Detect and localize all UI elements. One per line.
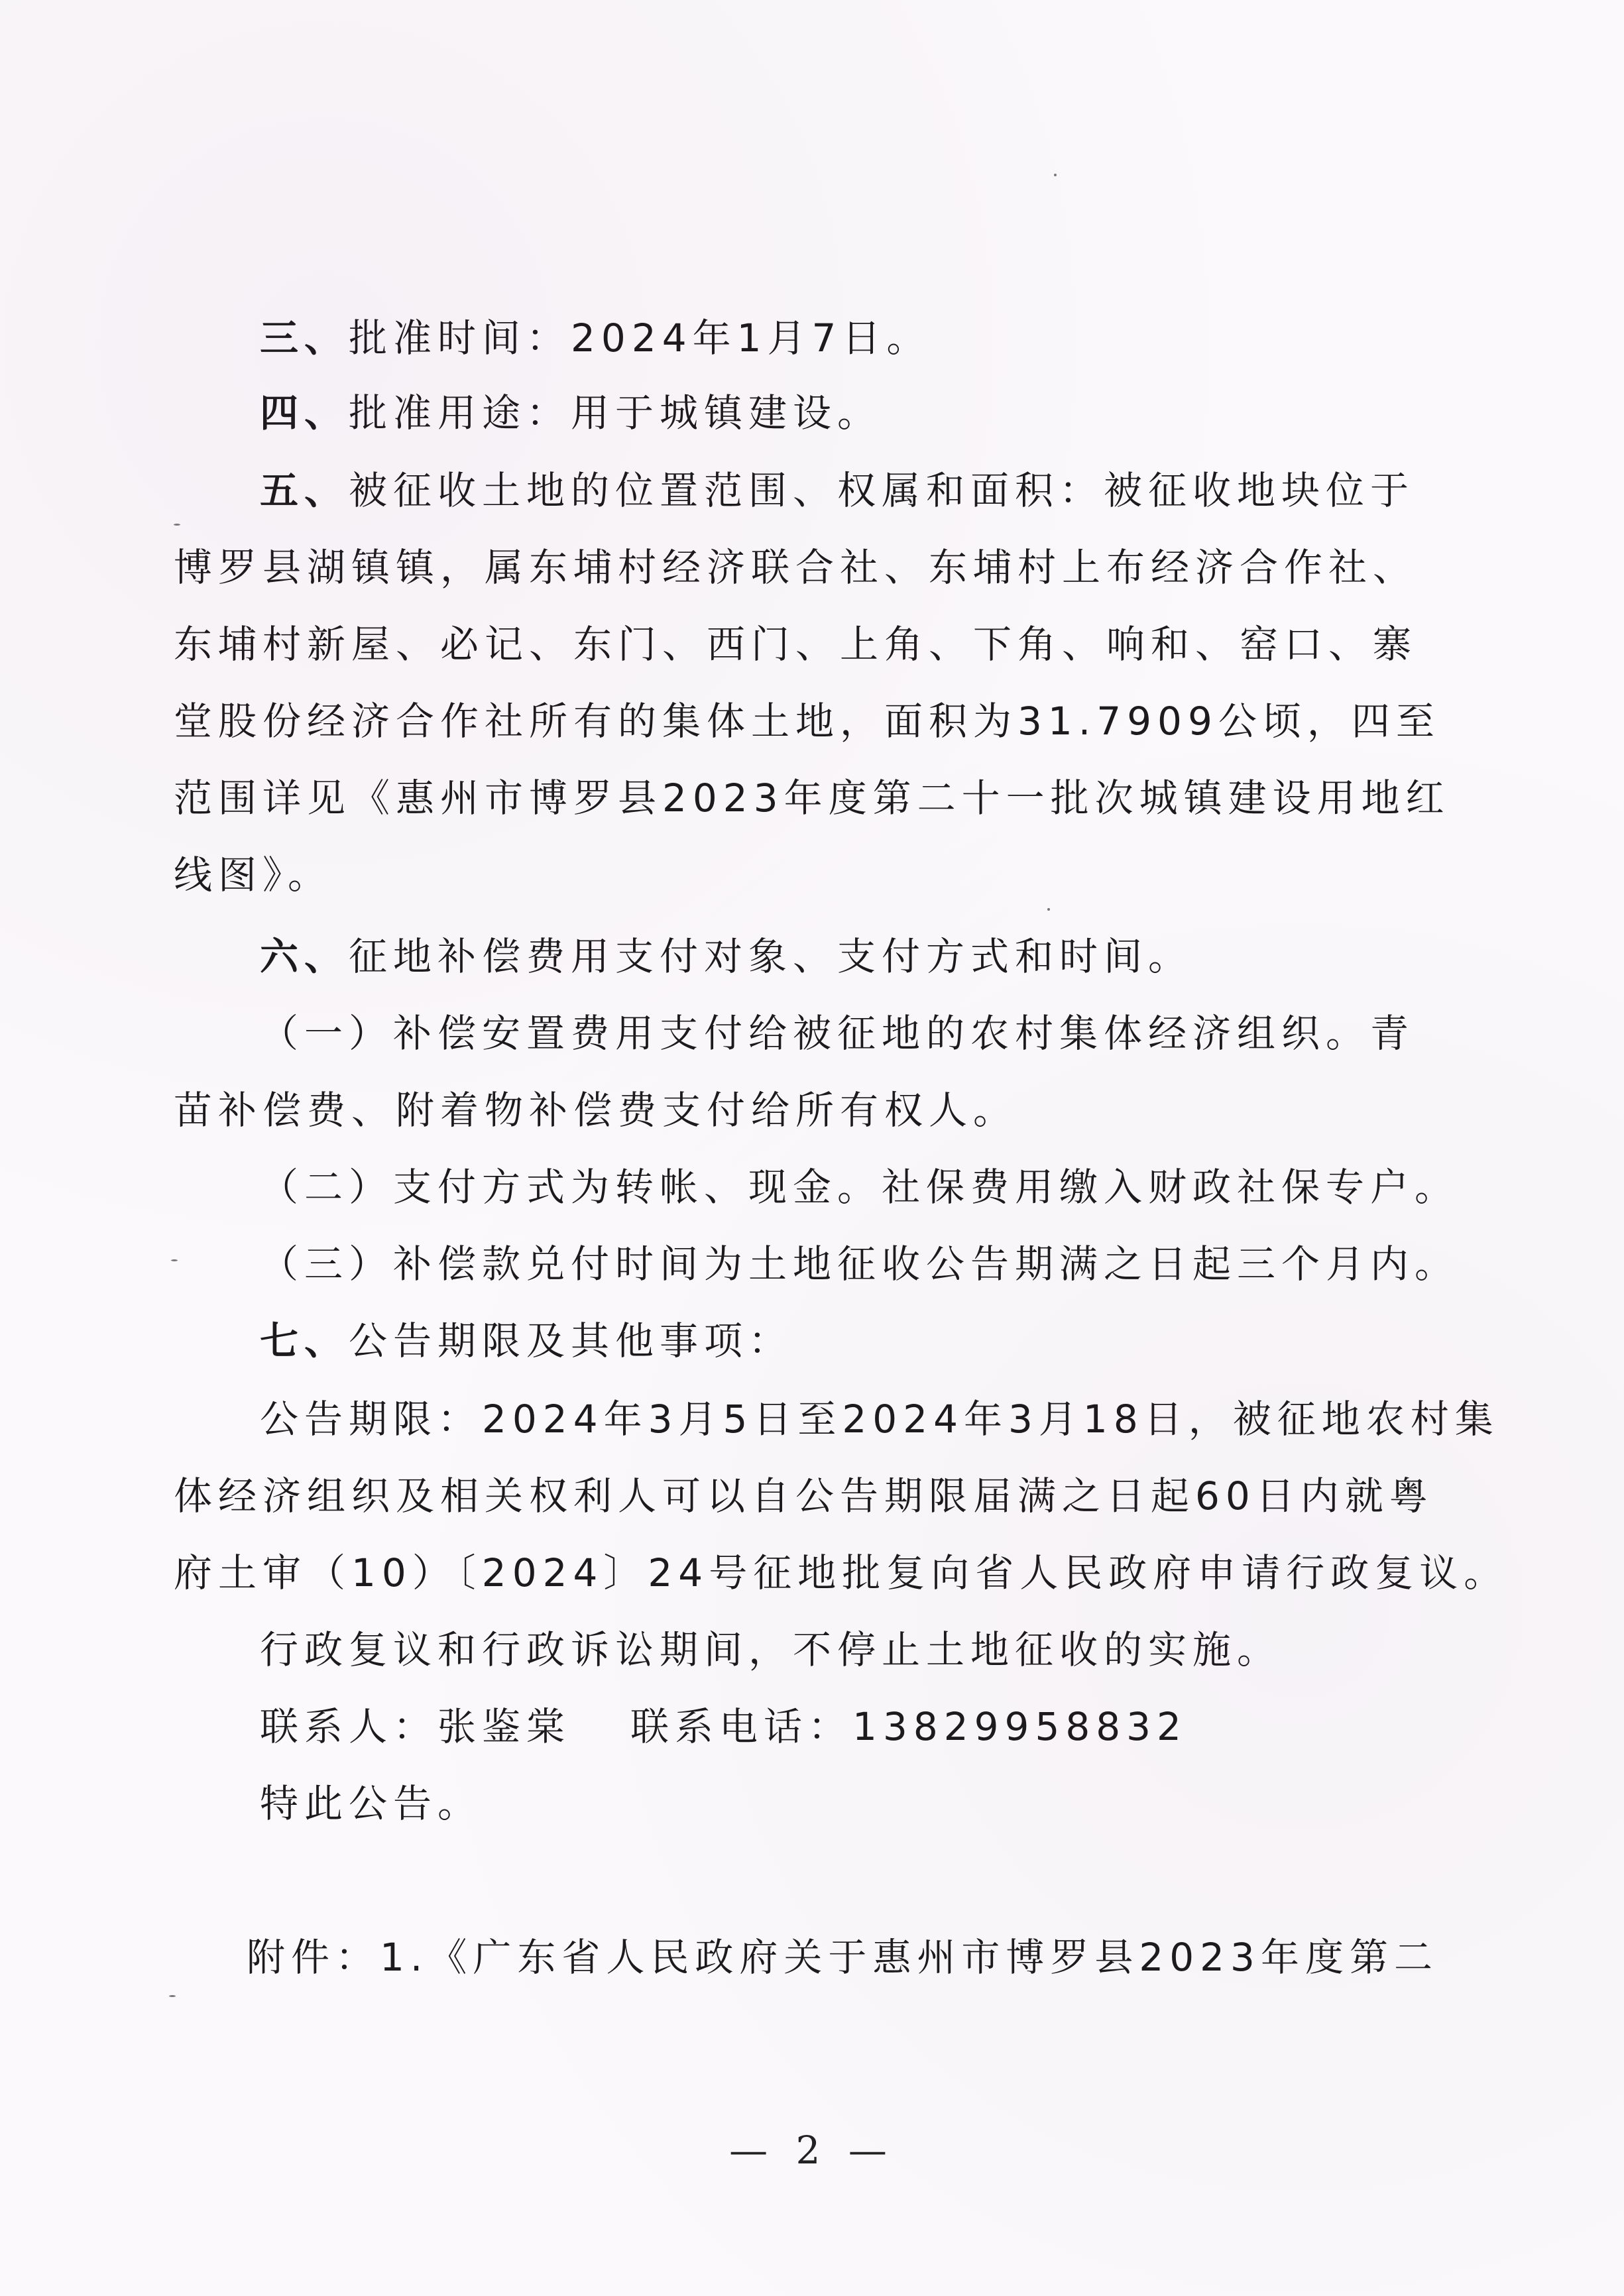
compensation-item-1-line-1: （一）补偿安置费用支付给被征地的农村集体经济组织。青 [260, 1011, 1415, 1056]
section-notice-period [260, 1314, 1519, 1367]
contact-phone: 13829958832 [852, 1704, 1187, 1749]
contact-person-label: 联系人： [260, 1704, 438, 1749]
section-approval-purpose [260, 386, 1519, 439]
section-heading: 六、 [260, 934, 349, 979]
section-text: 公告期限及其他事项： [349, 1318, 793, 1363]
notice-period-line-3: 府土审（10）〔2024〕24号征地批复向省人民政府申请行政复议。 [174, 1550, 1509, 1595]
compensation-item-2: （二）支付方式为转帐、现金。社保费用缴入财政社保专户。 [260, 1165, 1460, 1210]
attachment-line: 附件：1.《广东省人民政府关于惠州市博罗县2023年度第二 [247, 1935, 1438, 1980]
scan-speck [171, 1259, 178, 1261]
contact-person: 张鉴棠 [437, 1704, 571, 1749]
section-land-scope-line-2: 博罗县湖镇镇，属东埔村经济联合社、东埔村上布经济合作社、 [174, 545, 1418, 590]
section-land-scope-line-1 [260, 464, 1519, 517]
page-number: — 2 — [729, 2128, 895, 2173]
section-text: 批准用途：用于城镇建设。 [349, 390, 882, 435]
notice-period-line-2: 体经济组织及相关权利人可以自公告期限届满之日起60日内就粤 [174, 1473, 1434, 1519]
section-land-scope-line-4: 堂股份经济合作社所有的集体土地，面积为31.7909公顷，四至 [174, 699, 1440, 744]
scan-speck [1054, 174, 1057, 176]
section-heading: 七、 [260, 1318, 349, 1363]
section-heading: 四、 [260, 390, 349, 435]
section-land-scope-line-6: 线图》。 [174, 852, 333, 897]
contact-phone-label: 联系电话： [630, 1704, 853, 1749]
contact-info [260, 1700, 1519, 1753]
review-note: 行政复议和行政诉讼期间，不停止土地征收的实施。 [260, 1627, 1282, 1672]
section-heading: 五、 [260, 468, 349, 513]
scan-speck [174, 524, 180, 526]
section-approval-time [260, 312, 1519, 365]
scan-speck [1047, 908, 1050, 911]
notice-period-line-1: 公告期限：2024年3月5日至2024年3月18日，被征地农村集 [260, 1397, 1499, 1442]
compensation-item-1-line-2: 苗补偿费、附着物补偿费支付给所有权人。 [174, 1088, 1018, 1133]
compensation-item-3: （三）补偿款兑付时间为土地征收公告期满之日起三个月内。 [260, 1241, 1460, 1287]
scan-speck [169, 1995, 176, 1997]
closing-statement: 特此公告。 [260, 1781, 483, 1826]
section-heading: 三、 [260, 316, 349, 361]
section-text: 被征收土地的位置范围、权属和面积：被征收地块位于 [349, 468, 1415, 513]
section-land-scope-line-3: 东埔村新屋、必记、东门、西门、上角、下角、响和、窑口、寨 [174, 622, 1418, 667]
section-text: 批准时间：2024年1月7日。 [349, 316, 931, 361]
section-compensation [260, 930, 1519, 983]
section-land-scope-line-5: 范围详见《惠州市博罗县2023年度第二十一批次城镇建设用地红 [174, 775, 1450, 821]
section-text: 征地补偿费用支付对象、支付方式和时间。 [349, 934, 1193, 979]
